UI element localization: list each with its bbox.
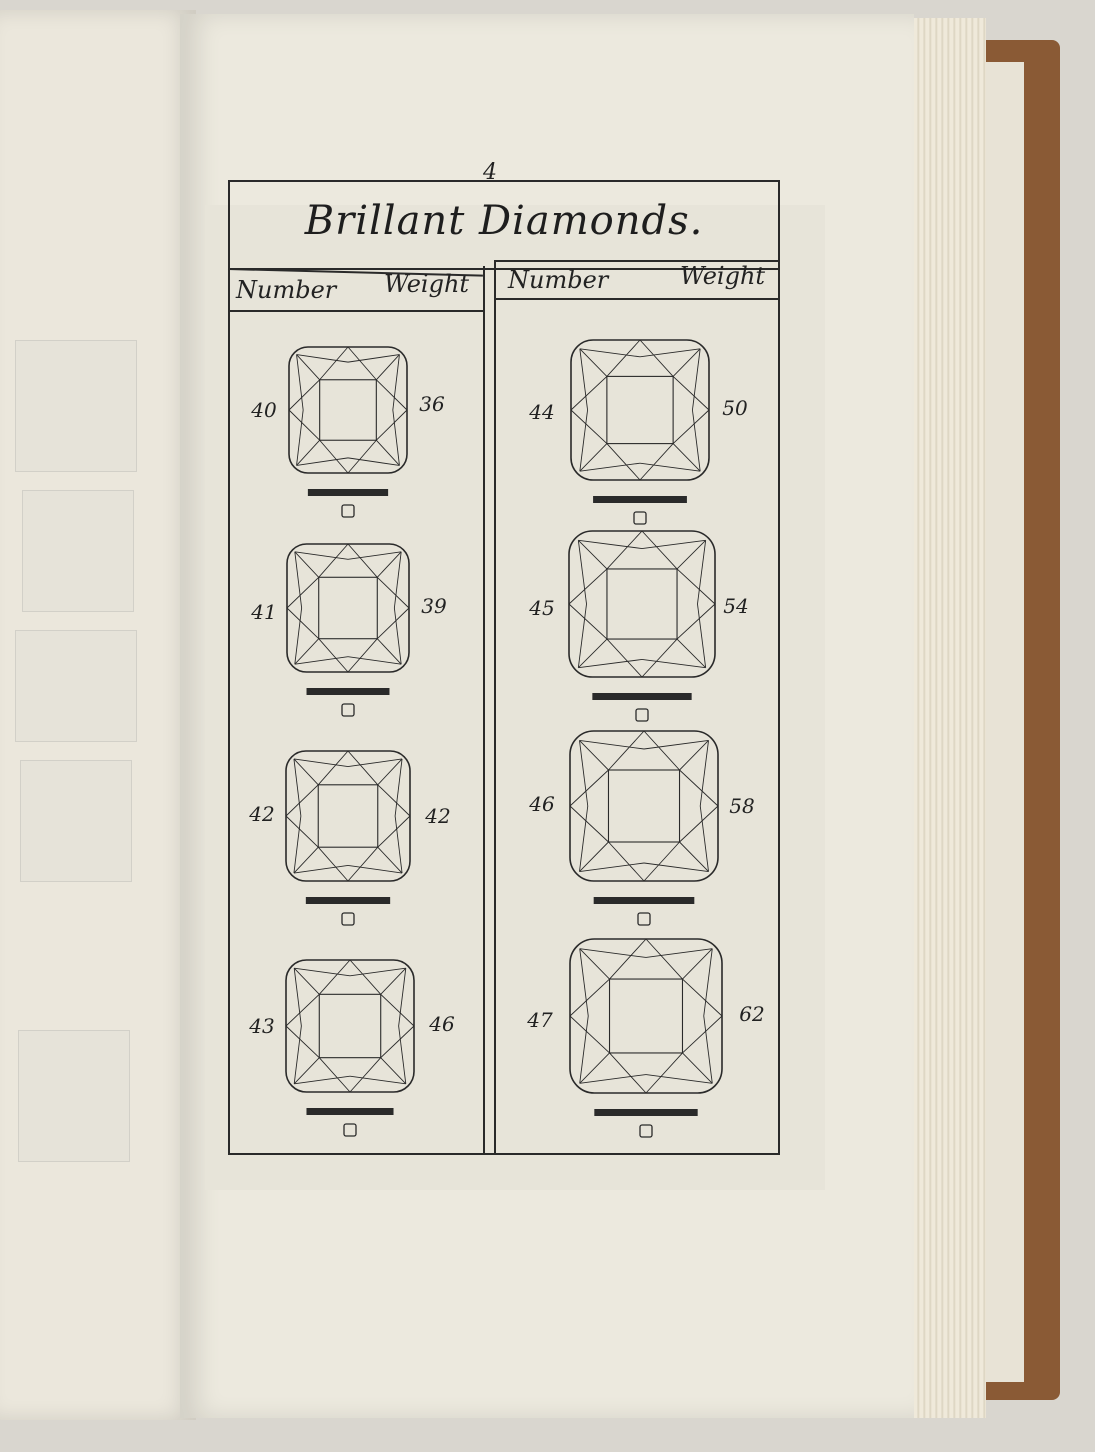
left-number-header: Number [236, 276, 337, 304]
diamond-number: 42 [249, 802, 275, 826]
diamond-weight: 62 [739, 1002, 765, 1026]
diamond-facet [642, 531, 677, 569]
diamond-facet [376, 440, 399, 465]
diamond-facet [607, 340, 640, 376]
diamond-profile-bar [594, 897, 695, 904]
diamond-facet [318, 847, 348, 881]
diamond-facet [381, 1026, 414, 1058]
diamond-profile-bar [307, 688, 390, 695]
diamond-facet [610, 1053, 646, 1093]
diamond-number: 47 [527, 1008, 553, 1032]
diamond-facet [610, 939, 646, 979]
diamond-table [607, 376, 673, 443]
diamond-culet [342, 505, 354, 517]
diamond-facet [570, 1016, 610, 1053]
diamond-facet [642, 639, 677, 677]
diamond-facet [580, 1053, 610, 1083]
diamond-facet [319, 960, 350, 994]
diamond-weight: 39 [421, 594, 447, 618]
diamond-facet [677, 540, 706, 569]
diamond-facet [608, 731, 644, 770]
diamond-table [607, 569, 677, 639]
diamond-facet [378, 759, 402, 785]
diamond-culet [636, 709, 648, 721]
diamond-facet [580, 444, 607, 472]
diamond-facet [682, 949, 712, 979]
diamond-table [608, 770, 679, 842]
diamond-facet [646, 939, 682, 979]
right-number-header: Number [508, 266, 609, 294]
diamond-facet [294, 847, 318, 873]
diamond-weight: 54 [723, 594, 749, 618]
diamond-facet [378, 847, 402, 873]
diamond-facet [381, 968, 406, 994]
diamond-profile-bar [592, 693, 691, 700]
diamond-facet [607, 639, 642, 677]
diamond-facet [640, 340, 673, 376]
diamond-number: 45 [529, 596, 555, 620]
diamond-facet [673, 376, 709, 410]
diamond-facet [294, 968, 319, 994]
diamond-facet [378, 816, 410, 847]
diamond-facet [348, 751, 378, 785]
diamond-culet [638, 913, 650, 925]
diamond-table [320, 380, 377, 440]
diamond-facet [377, 639, 401, 664]
diamond-facet [569, 604, 607, 639]
diamond-facet [378, 785, 410, 816]
diamond-facet [579, 740, 608, 770]
diamond-facet [348, 544, 377, 577]
diamond-facet [680, 842, 709, 872]
diamond-profile-bar [306, 897, 390, 904]
diamond-facet [607, 531, 642, 569]
diamond-facet [677, 639, 706, 668]
diamond-culet [342, 913, 354, 925]
diamond-facet [682, 1053, 712, 1083]
diamond-profile-bar [593, 496, 687, 503]
diamond-table [610, 979, 683, 1053]
diamond-facet [673, 444, 700, 472]
diamond-facet [682, 1016, 722, 1053]
diamond-facet [297, 355, 320, 380]
diamond-facet [673, 349, 700, 377]
diamond-facet [348, 639, 377, 672]
diamond-culet [344, 1124, 356, 1136]
diamond-facet [381, 1058, 406, 1084]
diamond-facet [348, 847, 378, 881]
diamond-table [318, 785, 378, 847]
diamond-facet [348, 347, 376, 380]
diamond-culet [342, 704, 354, 716]
diamond-weight: 50 [722, 396, 748, 420]
diamond-weight: 36 [419, 392, 445, 416]
right-weight-header: Weight [680, 262, 766, 290]
diamond-facet [578, 540, 607, 569]
diamond-facet [644, 731, 680, 770]
diamond-profile-bar [306, 1108, 393, 1115]
diamond-facet [350, 1058, 381, 1092]
diamond-facet [608, 842, 644, 881]
diamond-facet [580, 349, 607, 377]
diamond-profile-bar [594, 1109, 697, 1116]
diamond-facet [578, 639, 607, 668]
diamond-facet [673, 410, 709, 444]
diamond-facet [644, 842, 680, 881]
diamond-facet [571, 410, 607, 444]
diamond-facet [682, 979, 722, 1016]
left-weight-header: Weight [384, 270, 470, 298]
diamond-facet [381, 994, 414, 1026]
diamond-weight: 58 [729, 794, 755, 818]
page-title: Brillant Diamonds. [304, 198, 704, 244]
diamond-facet [320, 347, 348, 380]
diamond-facet [318, 751, 348, 785]
diamond-facet [646, 1053, 682, 1093]
diamond-facet [377, 552, 401, 577]
diamond-number: 43 [249, 1014, 275, 1038]
diamond-table [319, 994, 380, 1057]
diamond-facet [569, 569, 607, 604]
diamond-facet [295, 639, 319, 664]
diamond-facet [294, 759, 318, 785]
diamond-number: 46 [529, 792, 555, 816]
diamond-facet [319, 1058, 350, 1092]
diamond-facet [319, 544, 348, 577]
diamond-culet [640, 1125, 652, 1137]
diamond-facet [294, 1058, 319, 1084]
diamond-facet [571, 376, 607, 410]
diamond-facet [680, 740, 709, 770]
diamond-facet [640, 444, 673, 480]
page-number: 4 [483, 160, 497, 185]
diamond-weight: 46 [429, 1012, 455, 1036]
diamond-table [319, 577, 378, 638]
diamond-facet [350, 960, 381, 994]
diamond-profile-bar [308, 489, 388, 496]
diamond-culet [634, 512, 646, 524]
diamond-weight: 42 [425, 804, 451, 828]
diamond-facet [579, 842, 608, 872]
diamond-facet [348, 440, 376, 473]
diamond-facet [570, 806, 608, 842]
diamond-facet [320, 440, 348, 473]
diamond-facet [570, 979, 610, 1016]
diamond-facet [297, 440, 320, 465]
diamond-facet [580, 949, 610, 979]
diamond-facet [319, 639, 348, 672]
diamond-facet [295, 552, 319, 577]
diamond-facet [570, 770, 608, 806]
diamond-number: 44 [529, 400, 555, 424]
diamond-facet [607, 444, 640, 480]
diamond-number: 40 [251, 398, 277, 422]
diamond-facet [376, 355, 399, 380]
diamond-number: 41 [251, 600, 277, 624]
